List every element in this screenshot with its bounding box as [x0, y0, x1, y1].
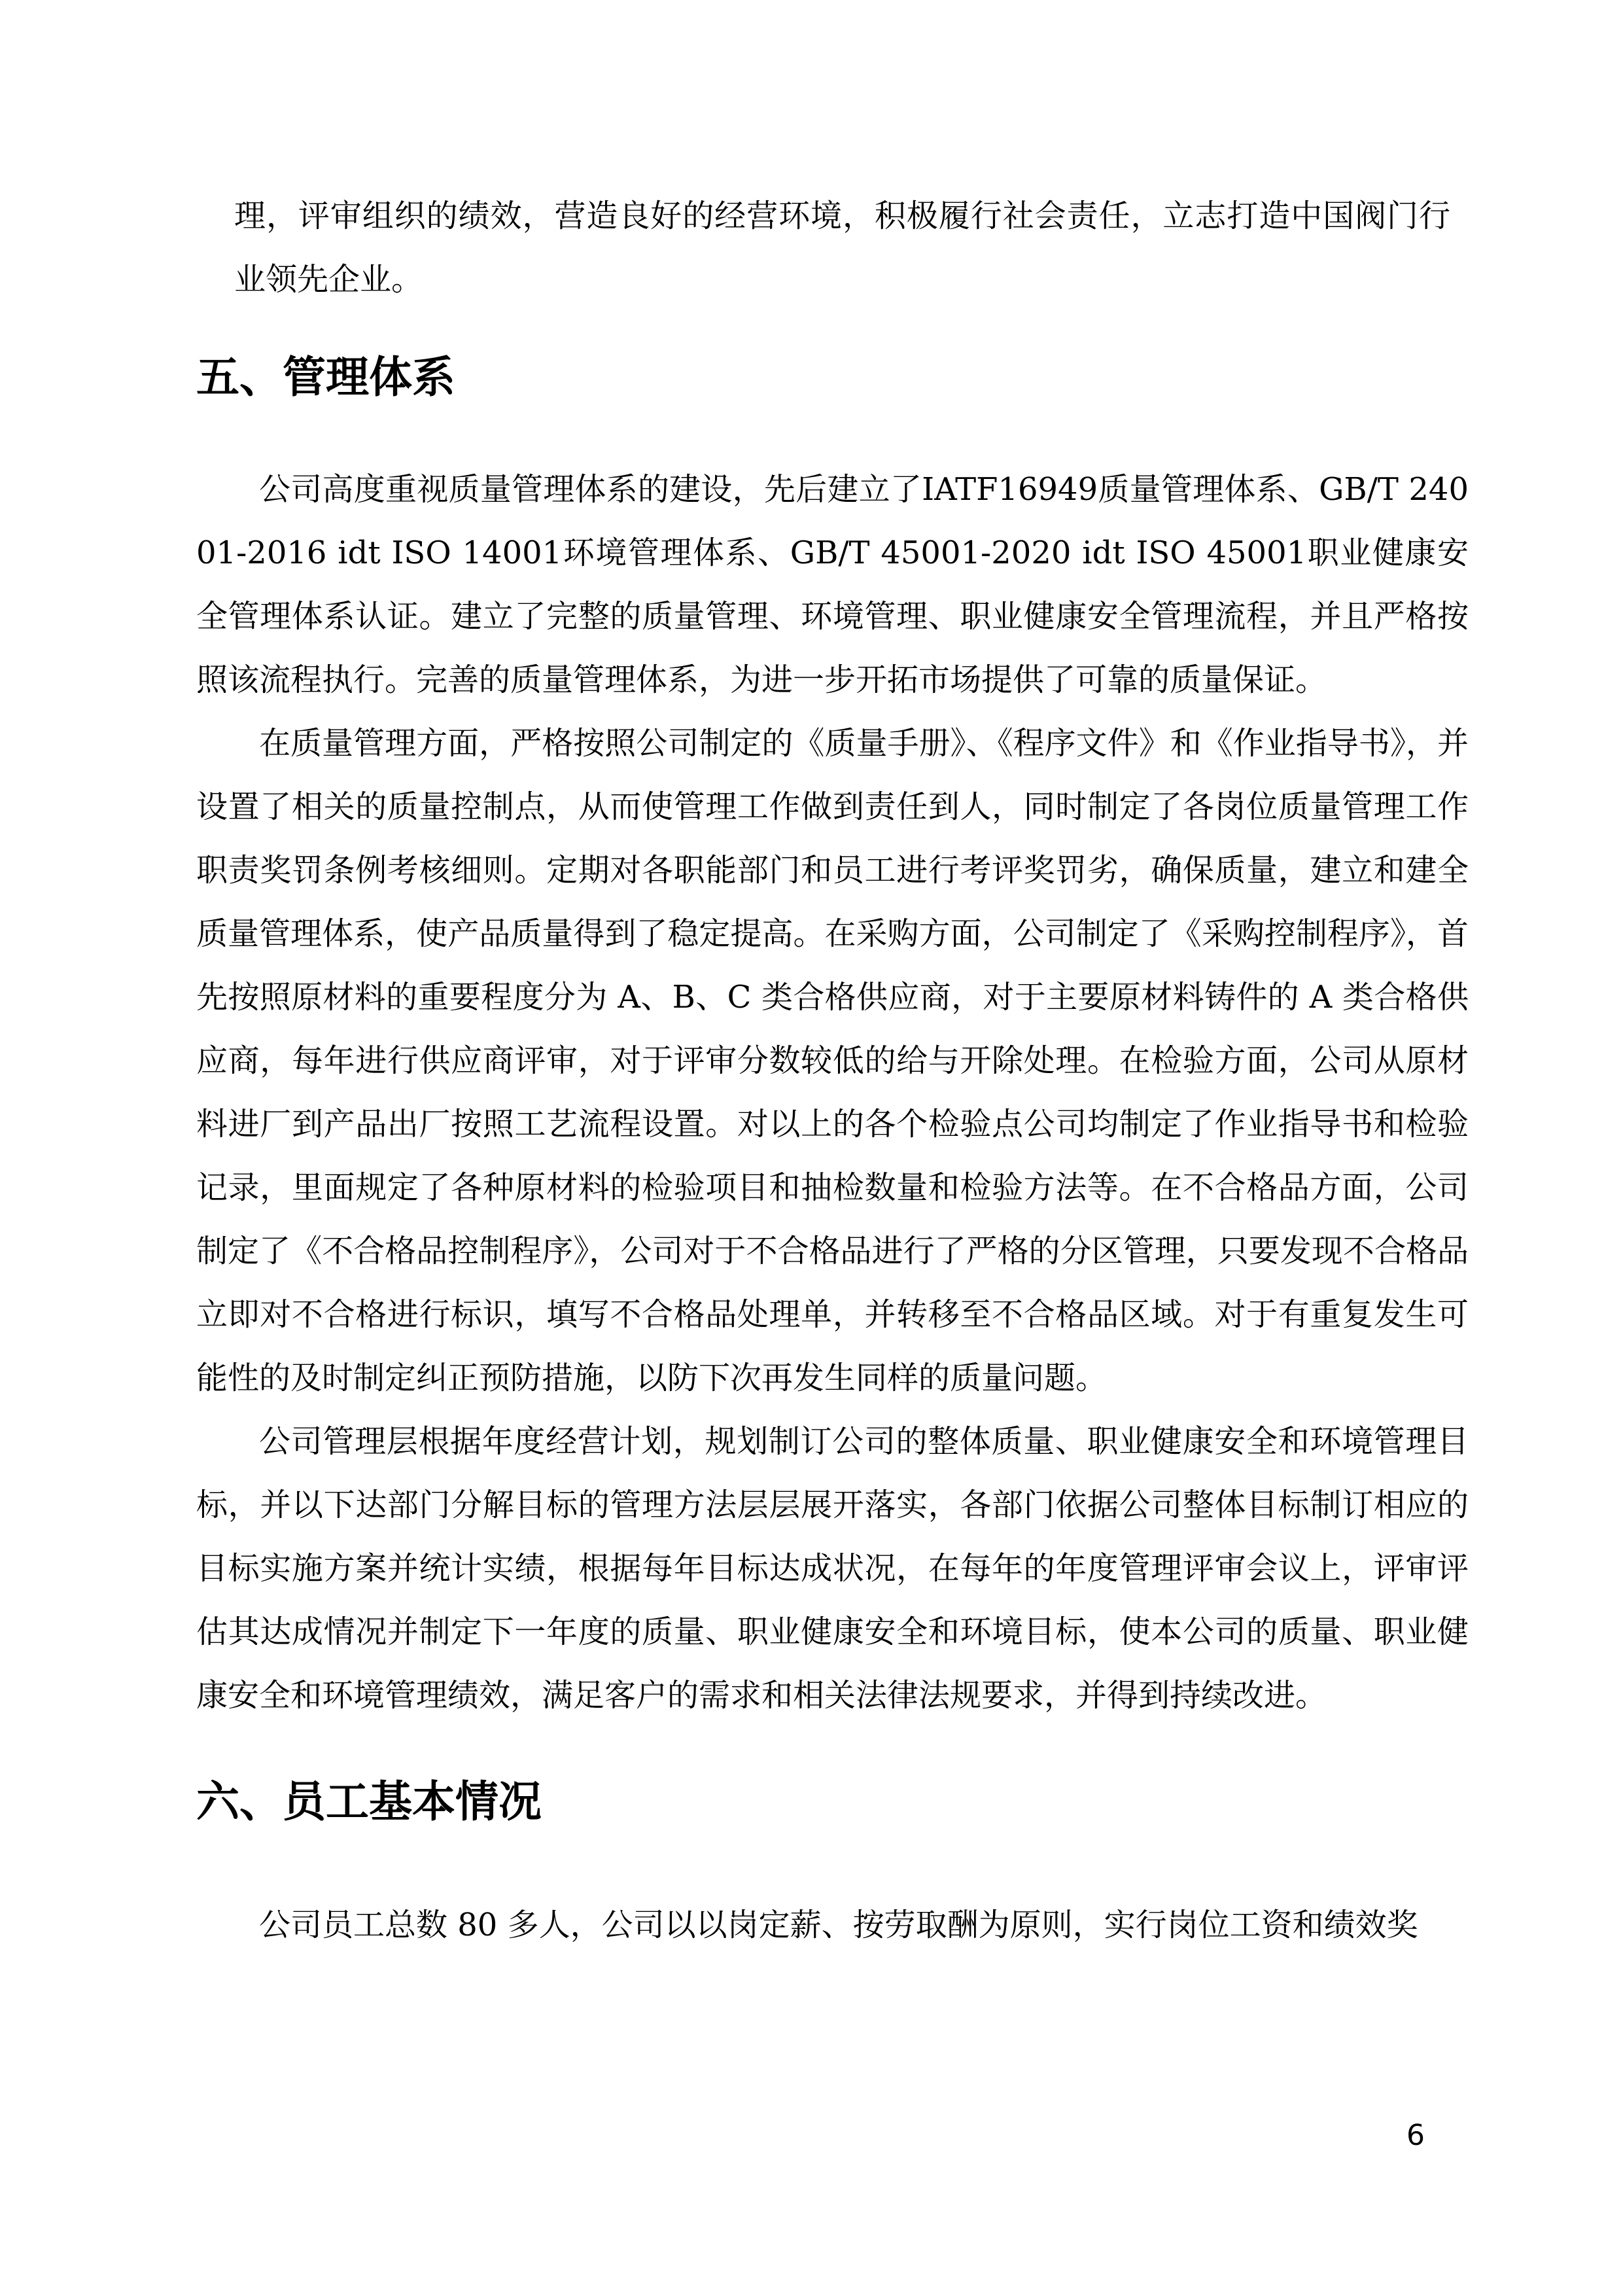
section-heading-management-system: 五、管理体系: [196, 351, 455, 402]
paragraph-management-goals: 公司管理层根据年度经营计划，规划制订公司的整体质量、职业健康安全和环境管理目标，并以下达部门分解目标的管理方法层层展开落实，各部门依据公司整体目标制订相应的目标实施方案并统计实绩，根据每年目标达成状况，在每年的年度管理评审会议上，评审评估其达成情况并制定下一年度的质量、职业健康安全和环境目标，使本公司的质量、职业健康安全和环境管理绩效，满足客户的需求和相关法律法规要求，并得到持续改进。: [196, 1423, 1469, 1714]
section-heading-employee-basics: 六、员工基本情况: [196, 1776, 542, 1827]
paragraph-quality-system-overview: 公司高度重视质量管理体系的建设，先后建立了IATF16949质量管理体系、GB/T 24001-2016 idt ISO 14001环境管理体系、GB/T 45001-2020 idt ISO 45001职业健康安全管理体系认证。建立了完整的质量管理、环境管理、职业健康安全管理流程，并且严格按照该流程执行。完善的质量管理体系，为进一步开拓市场提供了可靠的质量保证。: [196, 471, 1469, 698]
paragraph-quality-management-detail: 在质量管理方面，严格按照公司制定的《质量手册》、《程序文件》和《作业指导书》，并设置了相关的质量控制点，从而使管理工作做到责任到人，同时制定了各岗位质量管理工作职责奖罚条例考核细则。定期对各职能部门和员工进行考评奖罚劣，确保质量，建立和建全质量管理体系，使产品质量得到了稳定提高。在采购方面，公司制定了《采购控制程序》，首先按照原材料的重要程度分为 A、B、C 类合格供应商，对于主要原材料铸件的 A 类合格供应商，每年进行供应商评审，对于评审分数较低的给与开除处理。在检验方面，公司从原材料进厂到产品出厂按照工艺流程设置。对以上的各个检验点公司均制定了作业指导书和检验记录，里面规定了各种原材料的检验项目和抽检数量和检验方法等。在不合格品方面，公司制定了《不合格品控制程序》，公司对于不合格品进行了严格的分区管理，只要发现不合格品立即对不合格进行标识，填写不合格品处理单，并转移至不合格品区域。对于有重复发生可能性的及时制定纠正预防措施，以防下次再发生同样的质量问题。: [196, 725, 1469, 1396]
document-body: [196, 185, 1469, 1957]
page-number: 6: [1406, 2119, 1425, 2152]
paragraph-continuation: 理，评审组织的绩效，营造良好的经营环境，积极履行社会责任，立志打造中国阀门行业领先企业。: [234, 198, 1450, 298]
paragraph-employee-overview: 公司员工总数 80 多人，公司以以岗定薪、按劳取酬为原则，实行岗位工资和绩效奖: [259, 1907, 1418, 1943]
